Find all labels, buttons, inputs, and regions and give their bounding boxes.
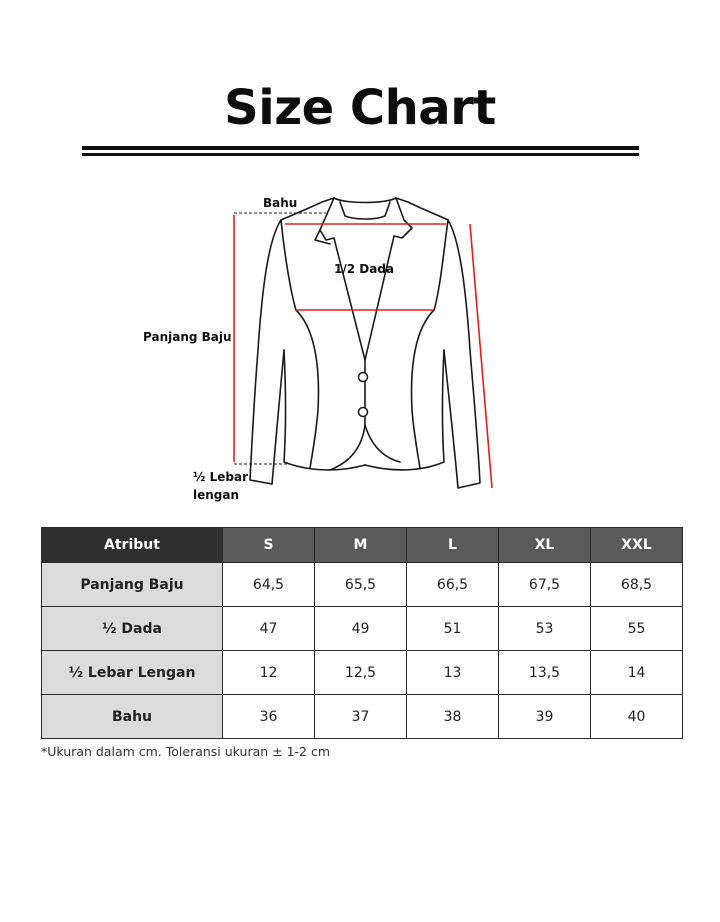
button-lower [359, 408, 368, 417]
table-cell: 37 [315, 695, 407, 739]
table-cell: 14 [591, 651, 683, 695]
row-label: ½ Dada [42, 607, 223, 651]
table-cell: 13,5 [499, 651, 591, 695]
page-title: Size Chart [224, 80, 496, 136]
row-label: Panjang Baju [42, 563, 223, 607]
table-cell: 13 [407, 651, 499, 695]
table-cell: 67,5 [499, 563, 591, 607]
label-panjang-baju: Panjang Baju [143, 330, 232, 344]
table-cell: 47 [223, 607, 315, 651]
header-l: L [407, 528, 499, 563]
table-row [42, 695, 683, 739]
table-cell: 39 [499, 695, 591, 739]
table-cell: 65,5 [315, 563, 407, 607]
header-xl: XL [499, 528, 591, 563]
table-cell: 66,5 [407, 563, 499, 607]
header-m: M [315, 528, 407, 563]
table-row [42, 607, 683, 651]
table-cell: 36 [223, 695, 315, 739]
header-s: S [223, 528, 315, 563]
label-lebar-line1: ½ Lebar [193, 470, 248, 484]
table-cell: 12 [223, 651, 315, 695]
row-label: Bahu [42, 695, 223, 739]
table-cell: 38 [407, 695, 499, 739]
label-bahu: Bahu [263, 196, 298, 210]
label-dada: 1/2 Dada [334, 262, 395, 276]
button-upper [359, 373, 368, 382]
blazer-illustration [0, 180, 720, 510]
table-row [42, 563, 683, 607]
label-lebar-line2: lengan [193, 488, 240, 502]
title-divider-bottom [82, 153, 639, 156]
blazer-diagram [0, 180, 720, 510]
tolerance-note: *Ukuran dalam cm. Toleransi ukuran ± 1-2 cm [41, 744, 331, 759]
row-label: ½ Lebar Lengan [42, 651, 223, 695]
table-header-row [42, 528, 683, 563]
table-cell: 53 [499, 607, 591, 651]
table-cell: 55 [591, 607, 683, 651]
table-cell: 40 [591, 695, 683, 739]
header-atribut: Atribut [42, 528, 223, 563]
table-cell: 68,5 [591, 563, 683, 607]
size-table [41, 527, 683, 739]
table-cell: 64,5 [223, 563, 315, 607]
table-cell: 49 [315, 607, 407, 651]
table-cell: 12,5 [315, 651, 407, 695]
table-cell: 51 [407, 607, 499, 651]
sleeve-measure-line [470, 224, 492, 488]
title-divider-top [82, 146, 639, 150]
header-xxl: XXL [591, 528, 683, 563]
table-row [42, 651, 683, 695]
